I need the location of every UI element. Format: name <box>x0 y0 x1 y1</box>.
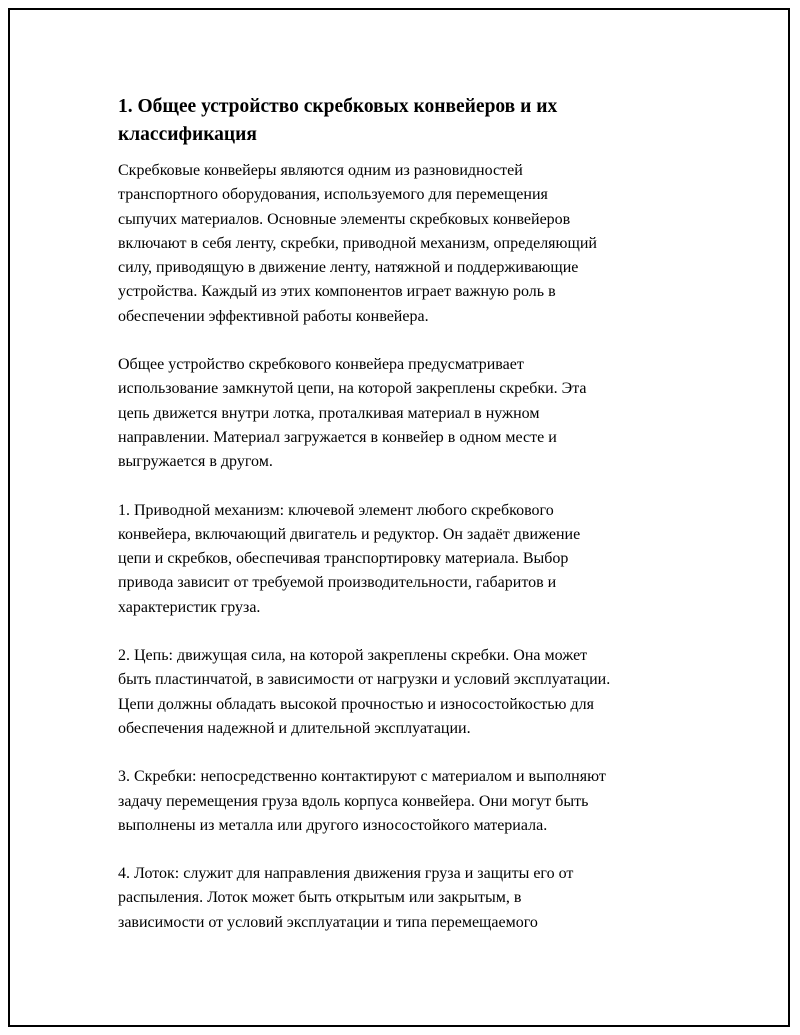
document-body <box>118 93 698 959</box>
paragraph-scrapers: 3. Скребки: непосредственно контактируют с материалом и выполняют задачу перемещения груза вдоль корпуса конвейера. Они могут быть выполнены из металла или другого износостойкого материала. <box>118 768 606 834</box>
paragraph-general-design: Общее устройство скребкового конвейера предусматривает использование замкнутой цепи, на которой закреплены скребки. Эта цепь движется внутри лотка, проталкивая материал в нужном направлении. Материал загружается в конвейер в одном месте и выгружается в другом. <box>118 356 587 471</box>
paragraph-drive-mechanism: 1. Приводной механизм: ключевой элемент любого скребкового конвейера, включающий двигатель и редуктор. Он задаёт движение цепи и скребков, обеспечивая транспортировку материала. Выбор привода зависит от требуемой производительности, габаритов и характеристик груза. <box>118 501 581 616</box>
paragraph-trough: 4. Лоток: служит для направления движения груза и защиты его от распыления. Лоток может быть открытым или закрытым, в зависимости от условий эксплуатации и типа перемещаемого <box>118 865 574 931</box>
section-heading: 1. Общее устройство скребковых конвейеров и их классификация <box>118 96 558 145</box>
paragraph-chain: 2. Цепь: движущая сила, на которой закреплены скребки. Она может быть пластинчатой, в зависимости от нагрузки и условий эксплуатации. Цепи должны обладать высокой прочностью и износостойкостью для обеспечения надежной и длительной эксплуатации. <box>118 647 611 737</box>
paragraph-intro: Скребковые конвейеры являются одним из разновидностей транспортного оборудования, используемого для перемещения сыпучих материалов. Основные элементы скребковых конвейеров включают в себя ленту, скребки, приводной механизм, определяющий силу, приводящую в движение ленту, натяжной и поддерживающие устройства. Каждый из этих компонентов играет важную роль в обеспечении эффективной работы конвейера. <box>118 162 597 325</box>
